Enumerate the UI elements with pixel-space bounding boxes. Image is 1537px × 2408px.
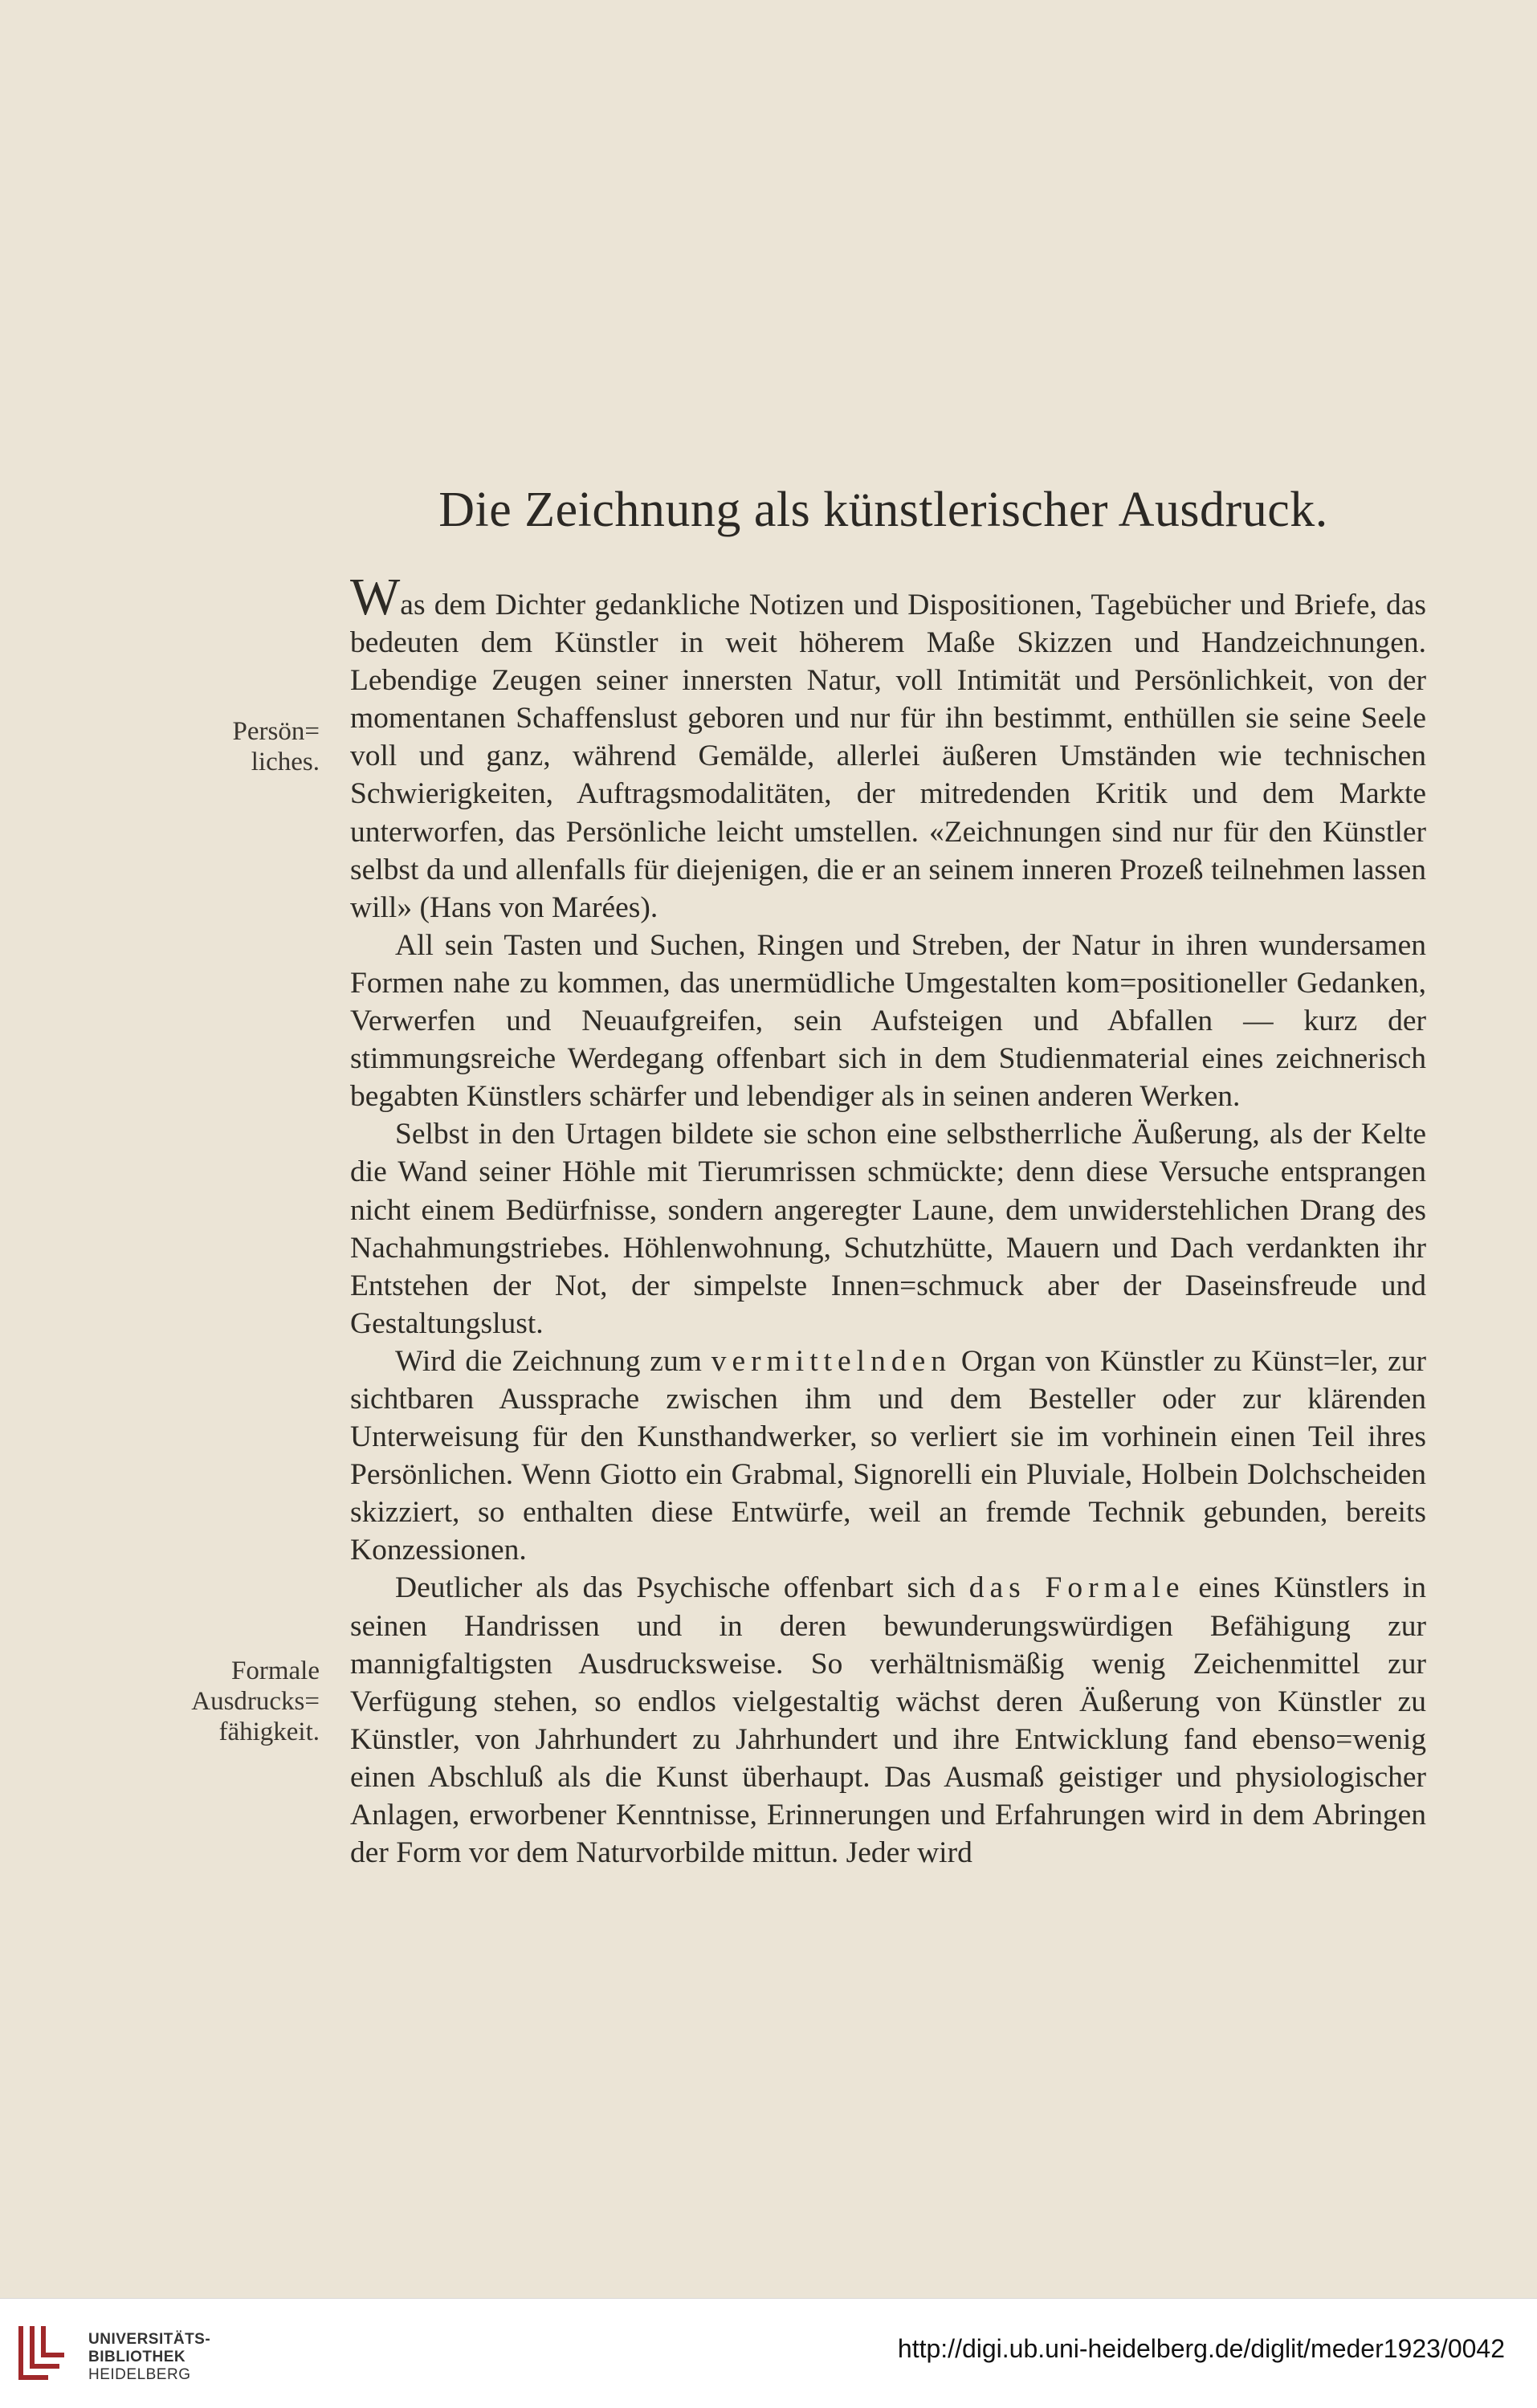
paragraph-5-text-b: eines Künstlers in seinen Handrissen und in deren bewunderungswürdigen Befähigung zur mannigfaltigsten Ausdrucksweise. So verhältnismäßig wenig Zeichenmittel zur Verfügung stehen, so endlos vielgestaltig wächst deren Äußerung von Künstler zu Künstler, von Jahrhundert zu Jahrhundert und ihre Entwicklung fand ebenso=wenig einen Abschluß als die Kunst überhaupt. Das Ausmaß geistiger und physiologischer Anlagen, erworbener Kenntnisse, Erinnerungen und Erfahrungen wird in dem Abringen der Form vor dem Naturvorbilde mittun. Jeder wird [350,1571,1426,1870]
initial-letter: W [350,568,401,626]
emphasis-spaced: das Formale [968,1571,1185,1605]
library-name-line: HEIDELBERG [88,2366,191,2383]
paragraph-4-text-a: Wird die Zeichnung zum [395,1344,711,1378]
paragraph-2: All sein Tasten und Suchen, Ringen und Streben, der Natur in ihren wundersamen Formen nahe zu kommen, das unermüdliche Umgestalten kom=positioneller Gedanken, Verwerfen und Neuaufgreifen, sein Aufsteigen und Abfallen — kurz der stimmungsreiche Werdegang offenbart sich in dem Studienmaterial eines zeichnerisch begabten Künstlers schärfer und lebendiger als in seinen anderen Werken. [350,928,1426,1114]
margin-note-formale-ausdrucksfaehigkeit [169,1656,320,1747]
body-text [350,568,1426,1872]
page-url-link[interactable]: http://digi.ub.uni-heidelberg.de/diglit/meder1923/0042 [897,2334,1505,2363]
paragraph-3: Selbst in den Urtagen bildete sie schon eine selbstherrliche Äußerung, als der Kelte die Wand seiner Höhle mit Tierumrissen schmückte; denn diese Versuche entsprangen nicht einem Bedürfnisse, sondern angeregter Laune, dem unwiderstehlichen Drang des Nachahmungstriebes. Höhlenwohnung, Schutzhütte, Mauern und Dach verdankten ihr Entstehen der Not, der simpelste Innen=schmuck aber der Daseinsfreude und Gestaltungslust. [350,1118,1426,1340]
margin-note-line: Ausdrucks= [191,1687,320,1716]
paragraph-4 [350,1343,1426,1570]
library-name-line: BIBLIOTHEK [88,2349,186,2365]
footer-bar [0,2298,1537,2408]
margin-note-line: Formale [231,1656,320,1685]
paragraph-1-text: as dem Dichter gedankliche Notizen und Dispositionen, Tagebücher und Briefe, das bedeuten dem Künstler in weit höherem Maße Skizzen und Handzeichnungen. Lebendige Zeugen seiner innersten Natur, voll Intimität und Persönlichkeit, von der momentanen Schaffenslust geboren und nur für ihn bestimmt, enthüllen sie seine Seele voll und ganz, während Gemälde, allerlei äußeren Umständen wie technischen Schwierigkeiten, Auftragsmodalitäten, der mitredenden Kritik und dem Markte unterworfen, das Persönliche leicht umstellen. «Zeichnungen sind nur für den Künstler selbst da und allenfalls für diejenigen, die er an seinem inneren Prozeß teilnehmen lassen will» (Hans von Marées). [350,589,1426,924]
library-name [88,2331,210,2384]
emphasis-spaced: vermittelnden [711,1344,952,1378]
paragraph-1 [350,568,1426,927]
margin-note-line: fähigkeit. [218,1717,320,1746]
chapter-title: Die Zeichnung als künstlerischer Ausdruck. [438,483,1328,537]
paragraph-5 [350,1569,1426,1872]
paragraph-5-text-a: Deutlicher als das Psychische offenbart sich [395,1571,969,1605]
library-name-line: UNIVERSITÄTS- [88,2331,211,2348]
margin-note-line: liches. [251,748,320,776]
paragraph-4-text-b: Organ von Künstler zu Künst=ler, zur sichtbaren Aussprache zwischen ihm und dem Besteller oder zur klärenden Unterweisung für den Kunsthandwerker, so verliert sie im vorhinein einen Teil ihres Persönlichen. Wenn Giotto ein Grabmal, Signorelli ein Pluviale, Holbein Dolchscheiden skizziert, so enthalten diese Entwürfe, weil an fremde Technik gebunden, bereits Konzessionen. [350,1344,1426,1567]
margin-note-line: Persön= [232,717,320,746]
margin-note-persoenliches [185,716,320,777]
library-logo-icon [16,2321,67,2382]
